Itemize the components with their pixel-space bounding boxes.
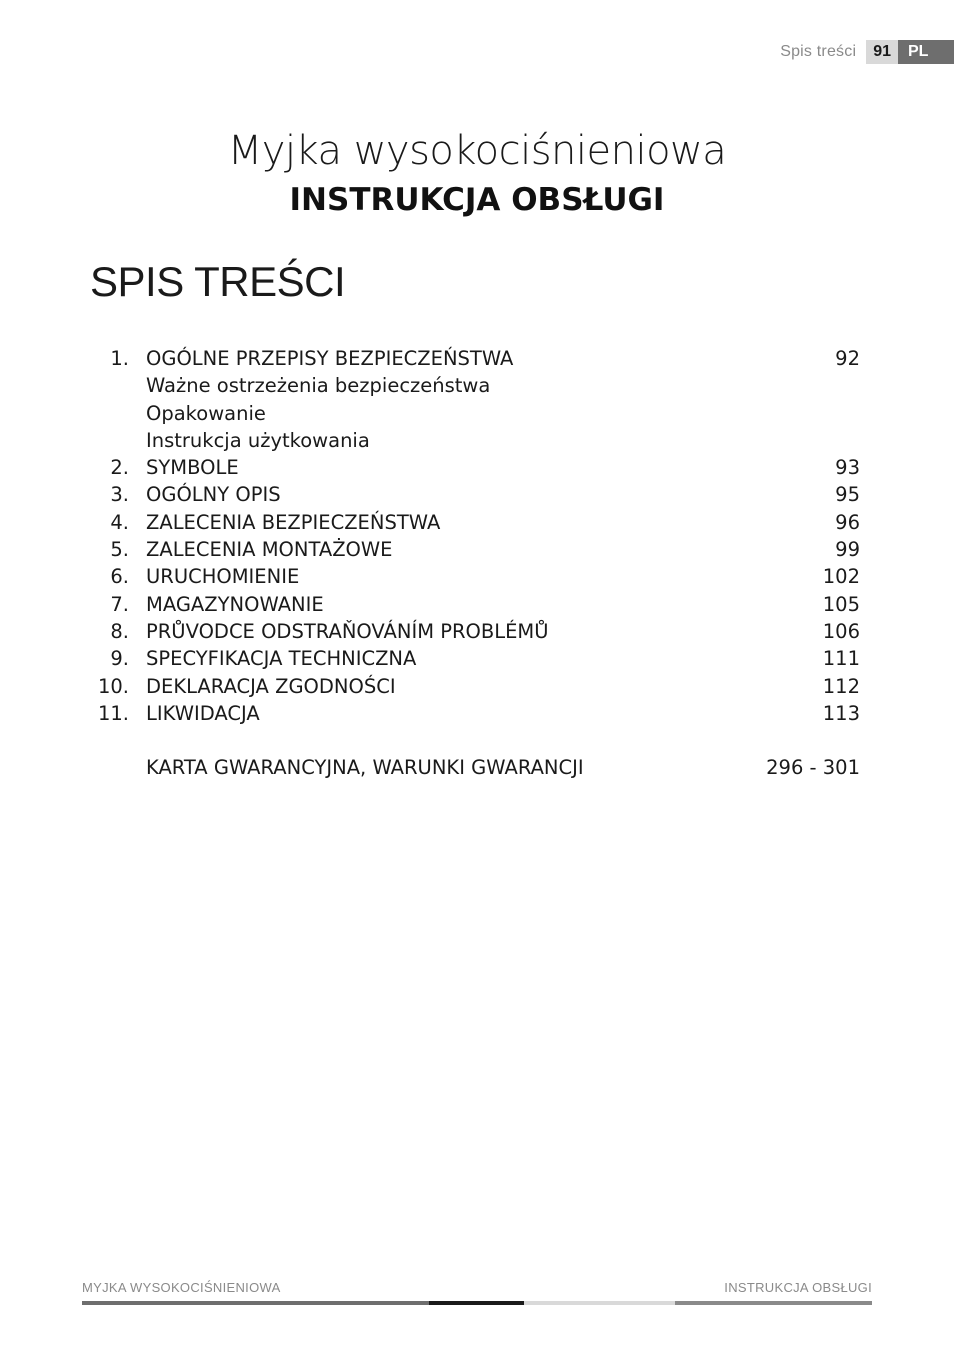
toc-entry bbox=[90, 591, 862, 618]
toc-entry-title: Ważne ostrzeżenia bezpieczeństwa bbox=[146, 374, 491, 398]
toc-entry-title: ZALECENIA BEZPIECZEŃSTWA bbox=[146, 510, 441, 534]
toc-entry-title: Opakowanie bbox=[146, 401, 266, 425]
toc-entry-title: MAGAZYNOWANIE bbox=[146, 592, 324, 616]
toc-entry-page: 296 - 301 bbox=[766, 756, 860, 780]
toc-entry bbox=[90, 645, 862, 672]
toc-entry bbox=[90, 454, 862, 481]
toc-entry-title: PRŮVODCE ODSTRAŇOVÁNÍM PROBLÉMŮ bbox=[146, 619, 549, 643]
toc-entry bbox=[90, 400, 862, 427]
toc-entry-number: 2. bbox=[110, 456, 129, 480]
toc-entry bbox=[90, 754, 862, 781]
document-subtitle: INSTRUKCJA OBSŁUGI bbox=[289, 182, 665, 218]
toc-entry-number: 11. bbox=[97, 701, 129, 725]
toc-entry bbox=[90, 427, 862, 454]
toc-entry-title: KARTA GWARANCYJNA, WARUNKI GWARANCJI bbox=[146, 756, 584, 780]
footer-divider bbox=[82, 1301, 872, 1305]
toc-entry-title: Instrukcja użytkowania bbox=[146, 428, 370, 452]
toc-entry-title: OGÓLNE PRZEPISY BEZPIECZEŃSTWA bbox=[146, 347, 514, 370]
toc-entry bbox=[90, 372, 862, 399]
toc-entry-page: 93 bbox=[835, 456, 860, 480]
header-section-name: Spis treści bbox=[780, 43, 857, 60]
footer-divider-segment bbox=[429, 1301, 524, 1305]
header-page-number: 91 bbox=[866, 40, 898, 64]
toc-entry-title: ZALECENIA MONTAŻOWE bbox=[146, 538, 393, 562]
toc-entry-title: URUCHOMIENIE bbox=[146, 565, 300, 589]
toc-entry-number: 5. bbox=[110, 538, 129, 562]
toc-entry-title: SPECYFIKACJA TECHNICZNA bbox=[146, 647, 417, 671]
toc-entry-title: OGÓLNY OPIS bbox=[146, 483, 281, 507]
toc-entry-page: 102 bbox=[822, 565, 860, 589]
toc-entry-page: 105 bbox=[822, 592, 860, 616]
toc-entry-number: 3. bbox=[110, 483, 129, 507]
toc-entry-title: DEKLARACJA ZGODNOŚCI bbox=[146, 674, 396, 698]
toc-entry-number: 4. bbox=[110, 510, 129, 534]
table-of-contents bbox=[90, 345, 862, 781]
toc-entry-number: 1. bbox=[110, 347, 129, 370]
toc-entry bbox=[90, 536, 862, 563]
toc-entry-page: 111 bbox=[822, 647, 860, 671]
toc-spacer bbox=[90, 727, 862, 754]
footer-divider-segment bbox=[524, 1301, 675, 1305]
toc-entry bbox=[90, 345, 862, 372]
toc-heading: SPIS TREŚCI bbox=[90, 258, 346, 305]
page-header bbox=[780, 40, 954, 64]
toc-entry-page: 96 bbox=[835, 510, 860, 534]
toc-entry-number: 6. bbox=[110, 565, 129, 589]
toc-entry-page: 113 bbox=[822, 701, 860, 725]
toc-entry-number: 9. bbox=[110, 647, 129, 671]
toc-entry-page: 92 bbox=[835, 347, 860, 370]
toc-entry-page: 99 bbox=[835, 538, 860, 562]
toc-entry-title: LIKWIDACJA bbox=[146, 701, 260, 725]
toc-entry-page: 106 bbox=[822, 619, 860, 643]
toc-entry-page: 95 bbox=[835, 483, 860, 507]
toc-entry-number: 10. bbox=[97, 674, 129, 698]
toc-entry-page: 112 bbox=[822, 674, 860, 698]
toc-entry bbox=[90, 618, 862, 645]
toc-entry bbox=[90, 509, 862, 536]
toc-entry bbox=[90, 673, 862, 700]
footer-divider-segment bbox=[675, 1301, 872, 1305]
header-language-tab: PL bbox=[898, 40, 954, 64]
toc-entry-number: 8. bbox=[110, 619, 129, 643]
footer-divider-segment bbox=[82, 1301, 429, 1305]
footer-document-type: INSTRUKCJA OBSŁUGI bbox=[724, 1280, 872, 1295]
document-title: Myjka wysokociśnieniowa bbox=[227, 128, 727, 174]
toc-entry-title: SYMBOLE bbox=[146, 456, 239, 480]
toc-entry bbox=[90, 700, 862, 727]
toc-entry-number: 7. bbox=[110, 592, 129, 616]
toc-entry bbox=[90, 563, 862, 590]
footer-product-name: MYJKA WYSOKOCIŚNIENIOWA bbox=[82, 1280, 281, 1295]
toc-entry bbox=[90, 481, 862, 508]
